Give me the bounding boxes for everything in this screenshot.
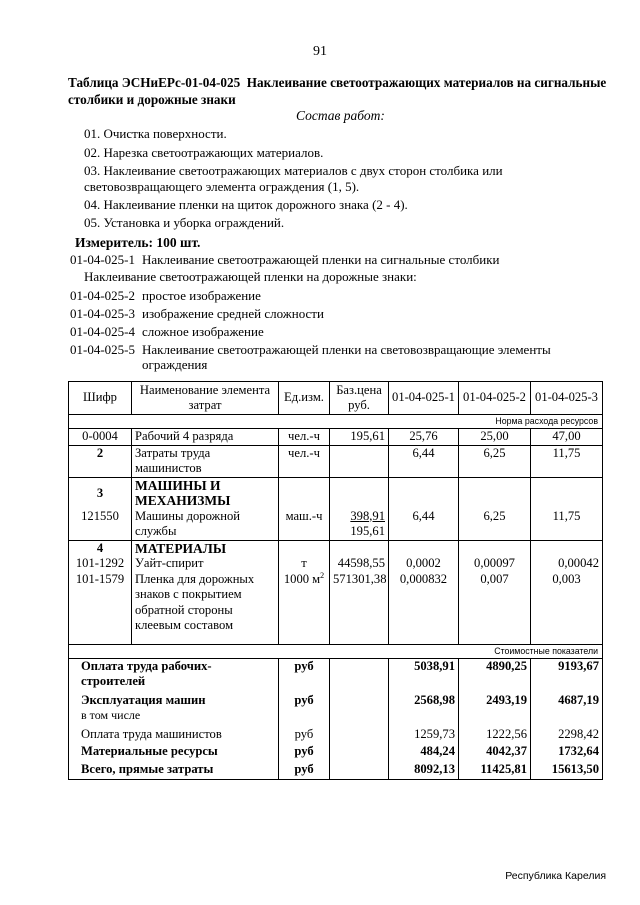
table-row: [69, 572, 603, 636]
code-number: 01-04-025-5: [70, 342, 135, 357]
row-name-line: знаков с покрытием: [135, 587, 242, 601]
cost-value: 11425,81: [459, 760, 531, 780]
row-value: 25,76: [389, 429, 459, 446]
header-cell: Баз.цена руб.: [330, 382, 389, 415]
row-name-line: Машины дорожной: [135, 508, 241, 523]
header-cell: 01-04-025-2: [459, 382, 531, 415]
row-unit: [279, 540, 330, 556]
header-cell: Ед.изм.: [279, 382, 330, 415]
header-cell: Шифр: [69, 382, 132, 415]
row-value: 0,0002: [389, 556, 459, 572]
cost-value: 4890,25: [459, 658, 531, 690]
row-unit: [279, 572, 330, 636]
row-unit: т: [279, 556, 330, 572]
title-text: Наклеивание светоотражающих материалов на сигнальные столбики и дорожные знаки: [68, 75, 607, 107]
table-row: [69, 477, 603, 509]
band-norm: Норма расхода ресурсов: [69, 415, 603, 429]
cost-row: [69, 658, 603, 690]
row-unit: чел.-ч: [279, 445, 330, 477]
cost-row: [69, 742, 603, 760]
row-unit: [279, 636, 330, 645]
row-value: 0,000832: [389, 572, 459, 636]
row-name: [132, 477, 279, 509]
row-value: 0,00042: [531, 556, 603, 572]
code-text: Наклеивание светоотражающей пленки на дорожные знаки:: [84, 269, 417, 284]
code-number: 01-04-025-1: [70, 252, 135, 267]
row-value: [459, 636, 531, 645]
cost-name: [69, 690, 279, 724]
row-name-line: службы: [135, 524, 177, 538]
work-item: 01. Очистка поверхности.: [84, 126, 227, 141]
row-value: 6,25: [459, 509, 531, 541]
table-row: [69, 556, 603, 572]
row-name-line: Пленка для дорожных: [135, 571, 255, 586]
band-row: [69, 415, 603, 429]
cost-price: [330, 742, 389, 760]
cost-row: [69, 760, 603, 780]
work-item: 03. Наклеивание светоотражающих материалов с двух сторон столбика или: [84, 163, 503, 178]
cost-value: 1222,56: [459, 724, 531, 743]
cost-unit: руб: [279, 760, 330, 780]
cost-name: Материальные ресурсы: [69, 742, 279, 760]
table-row: [69, 636, 603, 645]
table-row: [69, 429, 603, 446]
row-value: 6,44: [389, 509, 459, 541]
cost-name-line: в том числе: [81, 708, 141, 722]
table-row: [69, 509, 603, 541]
table-header-row: [69, 382, 603, 415]
cost-value: 1259,73: [389, 724, 459, 743]
code-text: ограждения: [142, 357, 208, 372]
row-price: [330, 477, 389, 509]
row-name-line: клеевым составом: [135, 618, 234, 632]
page-number: 91: [313, 44, 327, 59]
row-unit: [279, 477, 330, 509]
work-item: 05. Установка и уборка ограждений.: [84, 215, 285, 230]
cost-value: 9193,67: [531, 658, 603, 690]
title-prefix: Таблица ЭСНиЕРс-01-04-025: [68, 75, 241, 90]
row-code: 4: [69, 540, 132, 556]
cost-price: [330, 724, 389, 743]
row-code: 2: [69, 445, 132, 477]
work-heading: Состав работ:: [296, 108, 385, 123]
row-code: 0-0004: [69, 429, 132, 446]
row-name-line: обратной стороны: [135, 602, 233, 617]
row-price: 571301,38: [330, 572, 389, 636]
row-value: 47,00: [531, 429, 603, 446]
row-value: [459, 477, 531, 509]
cost-value: 484,24: [389, 742, 459, 760]
row-value: [531, 636, 603, 645]
cost-name-line: Оплата труда рабочих-: [81, 658, 212, 673]
row-name-line: машинистов: [135, 461, 202, 475]
row-price: [330, 540, 389, 556]
row-code: 3: [69, 477, 132, 509]
row-name: МАТЕРИАЛЫ: [132, 540, 279, 556]
row-value: 0,00097: [459, 556, 531, 572]
cost-value: 5038,91: [389, 658, 459, 690]
measure: Измеритель: 100 шт.: [75, 235, 201, 250]
band-row: [69, 644, 603, 658]
row-value: 25,00: [459, 429, 531, 446]
code-text: Наклеивание светоотражающей пленки на сигнальные столбики: [142, 252, 500, 267]
row-name-line: МЕХАНИЗМЫ: [135, 493, 231, 508]
row-value: [389, 540, 459, 556]
table-row: [69, 445, 603, 477]
row-value: [531, 540, 603, 556]
cost-value: 4042,37: [459, 742, 531, 760]
work-item: 02. Нарезка светоотражающих материалов.: [84, 145, 324, 160]
code-text: изображение средней сложности: [142, 306, 324, 321]
cost-price: [330, 690, 389, 724]
cost-value: 15613,50: [531, 760, 603, 780]
cost-price: [330, 760, 389, 780]
row-name: [132, 445, 279, 477]
header-cell: 01-04-025-3: [531, 382, 603, 415]
price-line: 398,91: [350, 508, 385, 523]
row-value: 6,25: [459, 445, 531, 477]
cost-price: [330, 658, 389, 690]
table-title: [68, 74, 608, 108]
cost-name-line: Эксплуатация машин: [81, 692, 206, 707]
code-number: 01-04-025-3: [70, 306, 135, 321]
row-code: 101-1579: [69, 572, 132, 636]
row-name: [132, 636, 279, 645]
row-price: 44598,55: [330, 556, 389, 572]
unit-text: 1000 м: [283, 571, 321, 586]
row-value: [531, 477, 603, 509]
row-code: 121550: [69, 509, 132, 541]
code-number: 01-04-025-2: [70, 288, 135, 303]
cost-name: Всего, прямые затраты: [69, 760, 279, 780]
cost-unit: руб: [279, 690, 330, 724]
cost-unit: руб: [279, 742, 330, 760]
cost-value: 2493,19: [459, 690, 531, 724]
table-row: [69, 540, 603, 556]
row-name: Уайт-спирит: [132, 556, 279, 572]
row-value: 11,75: [531, 445, 603, 477]
cost-unit: руб: [279, 658, 330, 690]
price-line: 195,61: [350, 524, 385, 538]
row-price: [330, 636, 389, 645]
code-number: 01-04-025-4: [70, 324, 135, 339]
row-name-line: МАШИНЫ И: [135, 477, 221, 493]
cost-value: 2568,98: [389, 690, 459, 724]
row-value: 0,007: [459, 572, 531, 636]
row-code: 101-1292: [69, 556, 132, 572]
cost-name-line: строителей: [81, 674, 146, 688]
cost-row: [69, 690, 603, 724]
code-text: простое изображение: [142, 288, 261, 303]
band-cost: Стоимостные показатели: [69, 644, 603, 658]
row-value: [389, 477, 459, 509]
row-price: 195,61: [330, 429, 389, 446]
header-cell: Наименование элемента затрат: [132, 382, 279, 415]
row-name: [132, 509, 279, 541]
row-name: Рабочий 4 разряда: [132, 429, 279, 446]
row-value: 11,75: [531, 509, 603, 541]
row-unit: маш.-ч: [279, 509, 330, 541]
work-item: световозвращающего элемента ограждения (1, 5).: [84, 179, 360, 194]
row-value: [389, 636, 459, 645]
work-item: 04. Наклеивание пленки на щиток дорожного знака (2 - 4).: [84, 197, 408, 212]
cost-row: [69, 724, 603, 743]
header-cell: 01-04-025-1: [389, 382, 459, 415]
cost-value: 1732,64: [531, 742, 603, 760]
row-value: 6,44: [389, 445, 459, 477]
row-code: [69, 636, 132, 645]
cost-unit: руб: [279, 724, 330, 743]
resource-table: [68, 381, 603, 780]
footer-region: Республика Карелия: [505, 870, 606, 882]
row-unit: чел.-ч: [279, 429, 330, 446]
row-value: 0,003: [531, 572, 603, 636]
row-value: [459, 540, 531, 556]
row-name: [132, 572, 279, 636]
code-text: сложное изображение: [142, 324, 264, 339]
cost-name: Оплата труда машинистов: [69, 724, 279, 743]
unit-superscript: 2: [320, 570, 325, 580]
cost-name: [69, 658, 279, 690]
cost-value: 4687,19: [531, 690, 603, 724]
code-text: Наклеивание светоотражающей пленки на световозвращающие элементы: [142, 342, 551, 357]
row-price: [330, 445, 389, 477]
cost-value: 8092,13: [389, 760, 459, 780]
cost-value: 2298,42: [531, 724, 603, 743]
row-name-line: Затраты труда: [135, 445, 211, 460]
row-price: [330, 509, 389, 541]
